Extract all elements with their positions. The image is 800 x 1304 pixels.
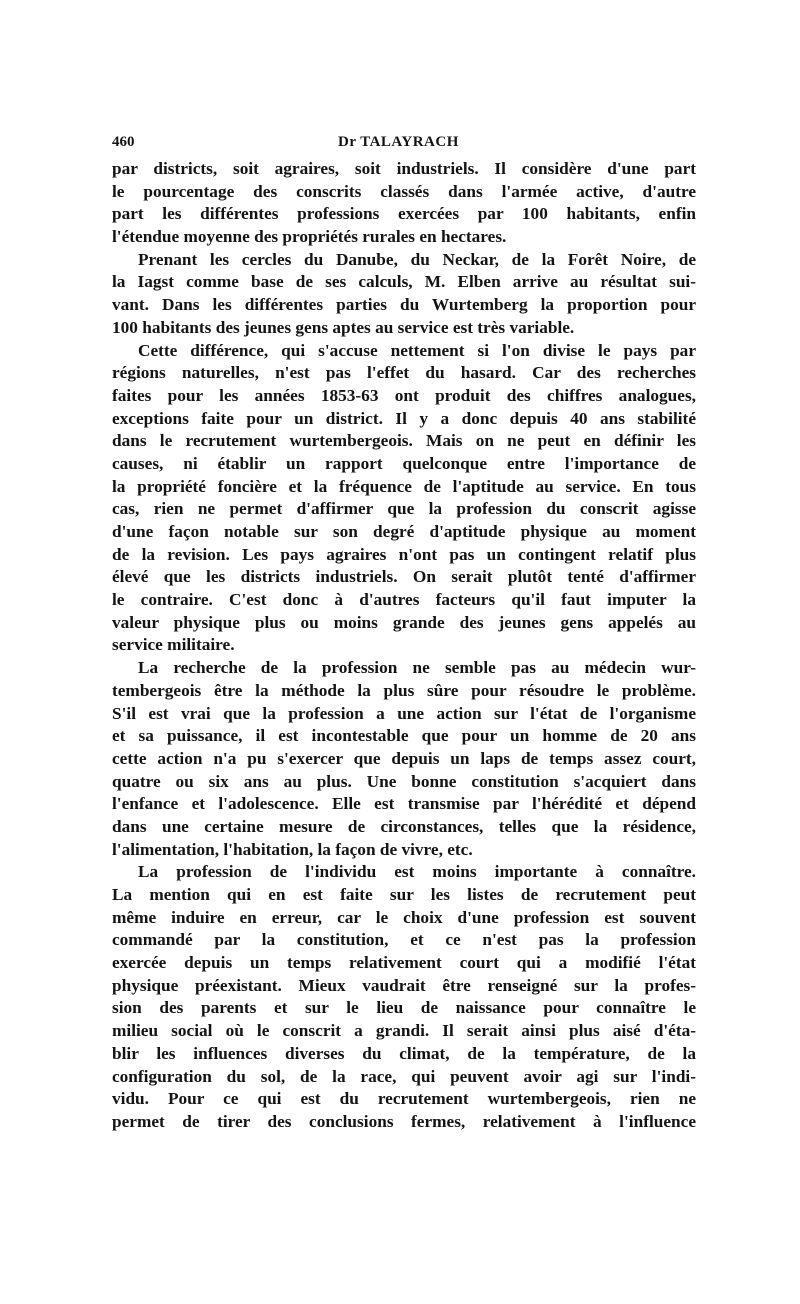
text-line: vant. Dans les différentes parties du Wurtemberg la proportion pour	[112, 295, 696, 315]
text-line: Cette différence, qui s'accuse nettement si l'on divise le pays par	[138, 340, 696, 360]
text-line: d'une façon notable sur son degré d'aptitude physique au moment	[112, 522, 696, 541]
text-line: causes, ni établir un rapport quelconque entre l'importance de	[112, 453, 696, 473]
text-line: l'enfance et l'adolescence. Elle est transmise par l'hérédité et dépend	[112, 794, 696, 814]
text-line: faites pour les années 1853-63 ont produit des chiffres analogues,	[112, 385, 696, 405]
paragraph	[112, 861, 696, 1133]
running-head	[112, 128, 696, 158]
text-line: par districts, soit agraires, soit industriels. Il considère d'une part	[112, 159, 696, 178]
text-line: exercée depuis un temps relativement court qui a modifié l'état	[112, 953, 696, 973]
text-line: valeur physique plus ou moins grande des jeunes gens appelés au	[112, 612, 696, 632]
text-line: régions naturelles, n'est pas l'effet du hasard. Car des recherches	[112, 363, 696, 383]
text-line: l'étendue moyenne des propriétés rurales en hectares.	[112, 227, 507, 247]
book-page	[112, 128, 696, 1134]
page-number: 460	[112, 134, 135, 150]
text-line: élevé que les districts industriels. On serait plutôt tenté d'affirmer	[112, 567, 696, 587]
text-line: S'il est vrai que la profession a une action sur l'état de l'organisme	[112, 703, 696, 723]
paragraph	[112, 249, 696, 340]
text-line: part les différentes professions exercées par 100 habitants, enfin	[112, 204, 696, 224]
text-line: la propriété foncière et la fréquence de l'aptitude au service. En tous	[112, 476, 696, 496]
text-line: vidu. Pour ce qui est du recrutement wurtembergeois, rien ne	[112, 1089, 696, 1109]
text-line: La recherche de la profession ne semble pas au médecin wur-	[138, 658, 696, 678]
text-line: l'alimentation, l'habitation, la façon de vivre, etc.	[112, 839, 473, 859]
text-line: cette action n'a pu s'exercer que depuis un laps de temps assez court,	[112, 748, 696, 768]
text-line: service militaire.	[112, 635, 235, 655]
text-line: physique préexistant. Mieux vaudrait être renseigné sur la profes-	[112, 975, 696, 995]
paragraph	[112, 340, 696, 658]
text-line: La profession de l'individu est moins importante à connaître.	[138, 862, 696, 882]
text-line: dans le recrutement wurtembergeois. Mais on ne peut en définir les	[112, 431, 696, 451]
paragraph	[112, 158, 696, 249]
text-line: tembergeois être la méthode la plus sûre pour résoudre le problème.	[112, 680, 696, 700]
text-line: 100 habitants des jeunes gens aptes au service est très variable.	[112, 317, 575, 337]
text-line: cas, rien ne permet d'affirmer que la profession du conscrit agisse	[112, 499, 696, 519]
text-line: le contraire. C'est donc à d'autres facteurs qu'il faut imputer la	[112, 590, 696, 610]
running-head-title: Dr TALAYRACH	[338, 134, 459, 150]
text-line: milieu social où le conscrit a grandi. Il serait ainsi plus aisé d'éta-	[112, 1021, 696, 1041]
text-line: quatre ou six ans au plus. Une bonne constitution s'acquiert dans	[112, 771, 696, 791]
text-line: commandé par la constitution, et ce n'est pas la profession	[112, 930, 696, 950]
text-line: et sa puissance, il est incontestable que pour un homme de 20 ans	[112, 726, 696, 746]
text-line: sion des parents et sur le lieu de naissance pour connaître le	[112, 998, 696, 1018]
text-line: de la revision. Les pays agraires n'ont pas un contingent relatif plus	[112, 544, 696, 564]
paragraph	[112, 657, 696, 861]
text-line: configuration du sol, de la race, qui peuvent avoir agi sur l'indi-	[112, 1066, 696, 1086]
body-text	[112, 158, 696, 1134]
text-line: dans une certaine mesure de circonstances, telles que la résidence,	[112, 816, 696, 836]
text-line: permet de tirer des conclusions fermes, relativement à l'influence	[112, 1111, 696, 1131]
text-line: le pourcentage des conscrits classés dans l'armée active, d'autre	[112, 181, 696, 201]
text-line: blir les influences diverses du climat, de la température, de la	[112, 1043, 696, 1063]
text-line: Prenant les cercles du Danube, du Neckar, de la Forêt Noire, de	[138, 249, 696, 269]
text-line: exceptions faite pour un district. Il y a donc depuis 40 ans stabilité	[112, 408, 696, 428]
text-line: même induire en erreur, car le choix d'une profession est souvent	[112, 907, 696, 927]
text-line: la Iagst comme base de ses calculs, M. Elben arrive au résultat sui-	[112, 272, 696, 292]
text-line: La mention qui en est faite sur les listes de recrutement peut	[112, 885, 696, 904]
